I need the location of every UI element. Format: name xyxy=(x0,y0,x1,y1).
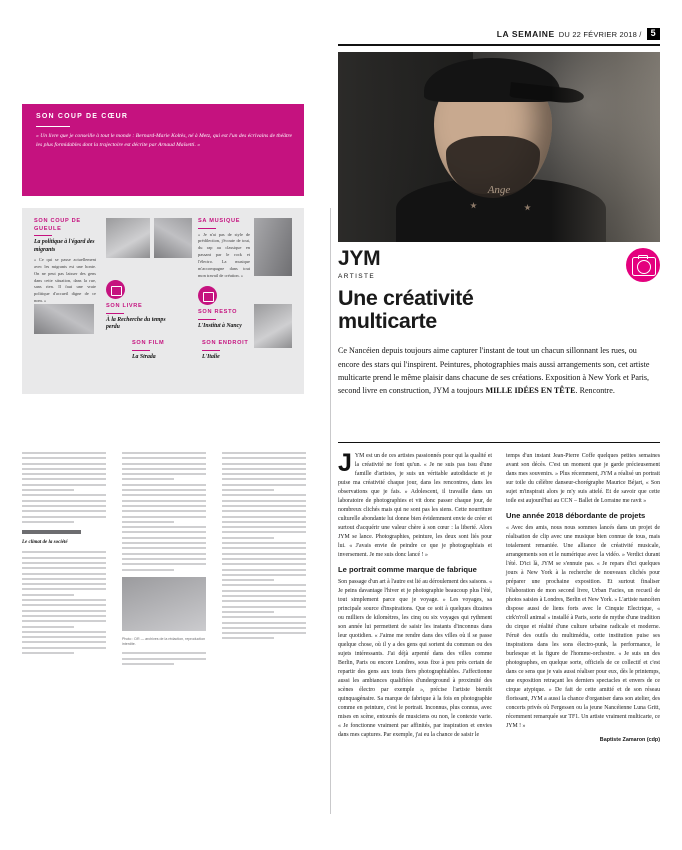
article-byline: Baptiste Zamaron (cdp) xyxy=(599,736,660,743)
masthead-issue: DU 22 FÉVRIER 2018 / xyxy=(558,29,642,39)
article-paragraph: temps d'un instant Jean-Pierre Coffe quelques petites semaines avant son décès. C'est un moment que je garde précieusement dans mes souvenirs. » Plus récemment, JYM a réalisé un portrait sur toile du célèbre danseur-chorégraphe Maurice Béjart, « Son sujet m'inspirait alors je m'y suis attelé. Et de savoir que cette toile est aujourd'hui au CCN – Ballet de Lorraine me ravit » xyxy=(506,453,660,504)
mini-block-rule xyxy=(34,235,52,236)
left-subhead-rule xyxy=(22,530,81,534)
thumbnail-photo xyxy=(154,218,192,258)
left-text-column xyxy=(122,452,206,668)
mini-block-livre xyxy=(106,280,168,332)
standfirst-part1: Ce Nancéien depuis toujours aime capturer l'instant de tout un chacun sillonnant les rues, ou encore des stars qui l'inspirent. Peintures, photographies mais aussi arrangements son, cet artiste multicarte prend le même plaisir dans chacune de ses créations. Exposition à New York et Paris, second livre en construction, JYM a toujours xyxy=(338,346,650,395)
restaurant-icon xyxy=(198,286,217,305)
mini-block-subtitle: L'Institut à Nancy xyxy=(198,322,242,329)
mini-block-subtitle: L'Italie xyxy=(202,353,220,360)
thumbnail-photo xyxy=(254,304,292,348)
mini-block-title: SON FILM xyxy=(132,340,165,346)
column-separator xyxy=(330,208,331,814)
article-header xyxy=(338,248,660,397)
article-title-line1: Une créativité xyxy=(338,286,474,310)
artist-role: ARTISTE xyxy=(338,273,376,280)
drop-cap: J xyxy=(338,449,352,477)
mini-block-film xyxy=(132,340,186,361)
page-number: 5 xyxy=(647,28,660,40)
mini-block-rule xyxy=(202,350,220,351)
coup-de-coeur-block xyxy=(22,104,304,196)
mini-block-endroit xyxy=(202,340,256,361)
mini-block-rule xyxy=(198,319,216,320)
article-subhead: Une année 2018 débordante de projets xyxy=(506,510,646,520)
mini-block-subtitle: La politique à l'égard des migrants xyxy=(34,239,95,253)
mini-blocks-panel xyxy=(22,208,304,394)
mini-block-subtitle: La Strada xyxy=(132,353,156,360)
coup-de-coeur-text: « Un livre que je conseille à tout le monde : Bernard-Marie Koltès, né à Metz, qui est l'un des écrivains de théâtre les plus formidables dont la trajectoire est décrite par Arnaud Maïsetti. » xyxy=(36,133,292,149)
mini-block-rule xyxy=(106,313,124,314)
article-column-2 xyxy=(506,452,660,814)
mini-block-body: « Je n'ai pas de style de prédilection, j'écoute de tout, du rap au classique en passant par le rock et l'électro. La musique m'accompagne dans tout mon travail de création. » xyxy=(198,231,250,278)
article-title-line2: multicarte xyxy=(338,309,437,334)
article-standfirst xyxy=(338,344,660,396)
article-column-1 xyxy=(338,449,492,814)
coup-de-coeur-rule xyxy=(36,126,70,127)
standfirst-highlight: MILLE IDÉES EN TÊTE xyxy=(485,385,576,395)
left-photo xyxy=(122,577,206,631)
mini-block-resto xyxy=(198,286,256,330)
mini-block-musique xyxy=(198,218,250,279)
mini-block-coup-de-gueule xyxy=(34,218,96,305)
header-rule xyxy=(338,44,660,46)
hero-photo xyxy=(338,52,660,242)
mini-block-body: « Ce qui se passe actuellement avec les migrants est une honte. On ne peut pas laisser des gens dans cette situation, dans la rue, sans rien. Il faut une vraie politique d'accueil digne de ce nom. » xyxy=(34,257,96,304)
mini-block-title: SON ENDROIT xyxy=(202,340,249,346)
article-rule xyxy=(338,442,660,443)
tattoo-detail: Ange xyxy=(487,184,511,196)
left-text-column xyxy=(222,452,306,643)
mini-block-title: SON RESTO xyxy=(198,309,238,315)
coup-de-coeur-title: SON COUP DE CŒUR xyxy=(36,113,129,120)
mini-block-title: SON LIVRE xyxy=(106,303,143,309)
left-text-column xyxy=(22,452,106,657)
left-subhead: Le climat de la société xyxy=(22,539,68,545)
left-photo-caption: Photo : DR — archives de la rédaction, reproduction interdite. xyxy=(122,636,206,646)
article-paragraph: « Avec des amis, nous nous sommes lancés dans un projet de réalisation de clip avec une musique bien connue de tous, mais totalement remaniée. Une alliance de créativité musicale, arrangements son et le numérique avec la vidéo. » Verdict durant l'été. D'ici là, JYM se s'ennuie pas. « Je repars d'ici quelques jours à New York à la recherche de nouveaux clichés pour préparer une prochaine exposition. Et surtout finaliser l'élaboration de mon second livre, Urban Facies, un recueil de photos saisies à Londres, Berlin et New York. » L'artiste nancéien dispose aussi de liens forts avec le Cinquie Electrique, « cirk'n'roll animal » installé à Paris, sorte de mythe d'une tradition du cirque et réalité d'une culture urbaine radicale et moderne. Féruë des outils du multimédia, cette institution puise ses inspirations dans les sons électro-punk, la performance, le burlesque et la figure de l'homme-orchestre. « Je suis un des photographes, en quelque sorte, officiels de ce collectif et c'est dans ce sens que je vais aussi réaliser pour eux, dès le printemps, une exposition retraçant les derniers spectacles et envers de ce cirque atypique. » De fait de cette amitié et de son réseau florissant, JYM a aussi la chance d'organiser dans son atelier, des concerts privés où Fergessen ou la jeune Nancéienne Luna Gritt, récemment remarquée sur TF1. Un artiste vraiment multicarte, ce JYM ! » xyxy=(506,524,660,729)
mini-block-title: SON COUP DE GUEULE xyxy=(34,218,81,232)
article-subhead: Le portrait comme marque de fabrique xyxy=(338,564,477,574)
masthead xyxy=(497,28,660,40)
article-paragraph: Son passage d'un art à l'autre est lié au déroulement des saisons. « Je peins davantage l'hiver et je photographie beaucoup plus l'été, tout simplement parce que je voyage. » Les voyages, sa principale source d'inspirations. Que ce soit à quelques dizaines ou milliers de kilomètres, les cinq ou six voyages qui rythment son année lui permettent de saisir les instants d'inconnus dans leur quotidien. « J'aime me rendre dans des villes où il se passe quelque chose, où il y a des gens qui sortent du commun ou des sujets intéressants. J'ai déjà arpenté dans des villes comme Berlin, Paris ou encore Londres, sous fixe à peu près certain de repartir des gens aux touts fiers photographiables. J'affectionne aussi les ambiances qualifiées d'underground à proximité des scènes électro par exemple », précise l'artiste bientôt quinquagénaire. Sa marque de fabrique à la fois en photographie comme en peinture, c'est le portrait. Inconnus, plus connus, avec mises en scène, entourés de musiciens ou non, le contexte varie. « Je fonctionne vraiment par affinités, par inspiration et envies dans mes captures. Par exemple, j'ai eu la chance de saisir le xyxy=(338,578,492,738)
masthead-brand: LA SEMAINE xyxy=(496,29,555,39)
article-paragraph-text: YM est un de ces artistes passionnés pour qui la qualité et la créativité ne font qu'un. « Je ne suis pas issu d'une famille d'artistes, je suis un véritable autodidacte et je puise ma créativité chaque jour, dans les rencontres, dans les observations que je fais. » Adolescent, il travaille dans un laboratoire de photographies et vit donc passer chaque jour, de nombreux clichés mais qui ne sont pas les siens. Cette nourriture culturelle abondante lui donne bien évidemment envie de créer et surtout d'acquérir une valeur chère à son cœur : la liberté. Alors JYM se lance. Photographies, peinture, les deux sont liés pour lui. « J'avais envie de peindre ce que je photographiais et inversement. Je me suis donc lancé ! » xyxy=(338,453,492,558)
camera-icon xyxy=(626,248,660,282)
mini-block-rule xyxy=(132,350,150,351)
thumbnail-photo xyxy=(34,304,94,334)
mini-block-rule xyxy=(198,228,216,229)
standfirst-part2: . Rencontre. xyxy=(575,385,615,395)
mini-block-title: SA MUSIQUE xyxy=(198,218,241,224)
left-lower-article xyxy=(22,452,304,814)
article-body xyxy=(338,449,660,814)
artist-name: JYM xyxy=(338,247,381,270)
mini-block-subtitle: À la Recherche du temps perdu xyxy=(106,316,166,331)
book-icon xyxy=(106,280,125,299)
article-title xyxy=(338,287,660,333)
thumbnail-photo xyxy=(254,218,292,276)
thumbnail-photo xyxy=(106,218,150,258)
article-paragraph xyxy=(338,449,492,560)
